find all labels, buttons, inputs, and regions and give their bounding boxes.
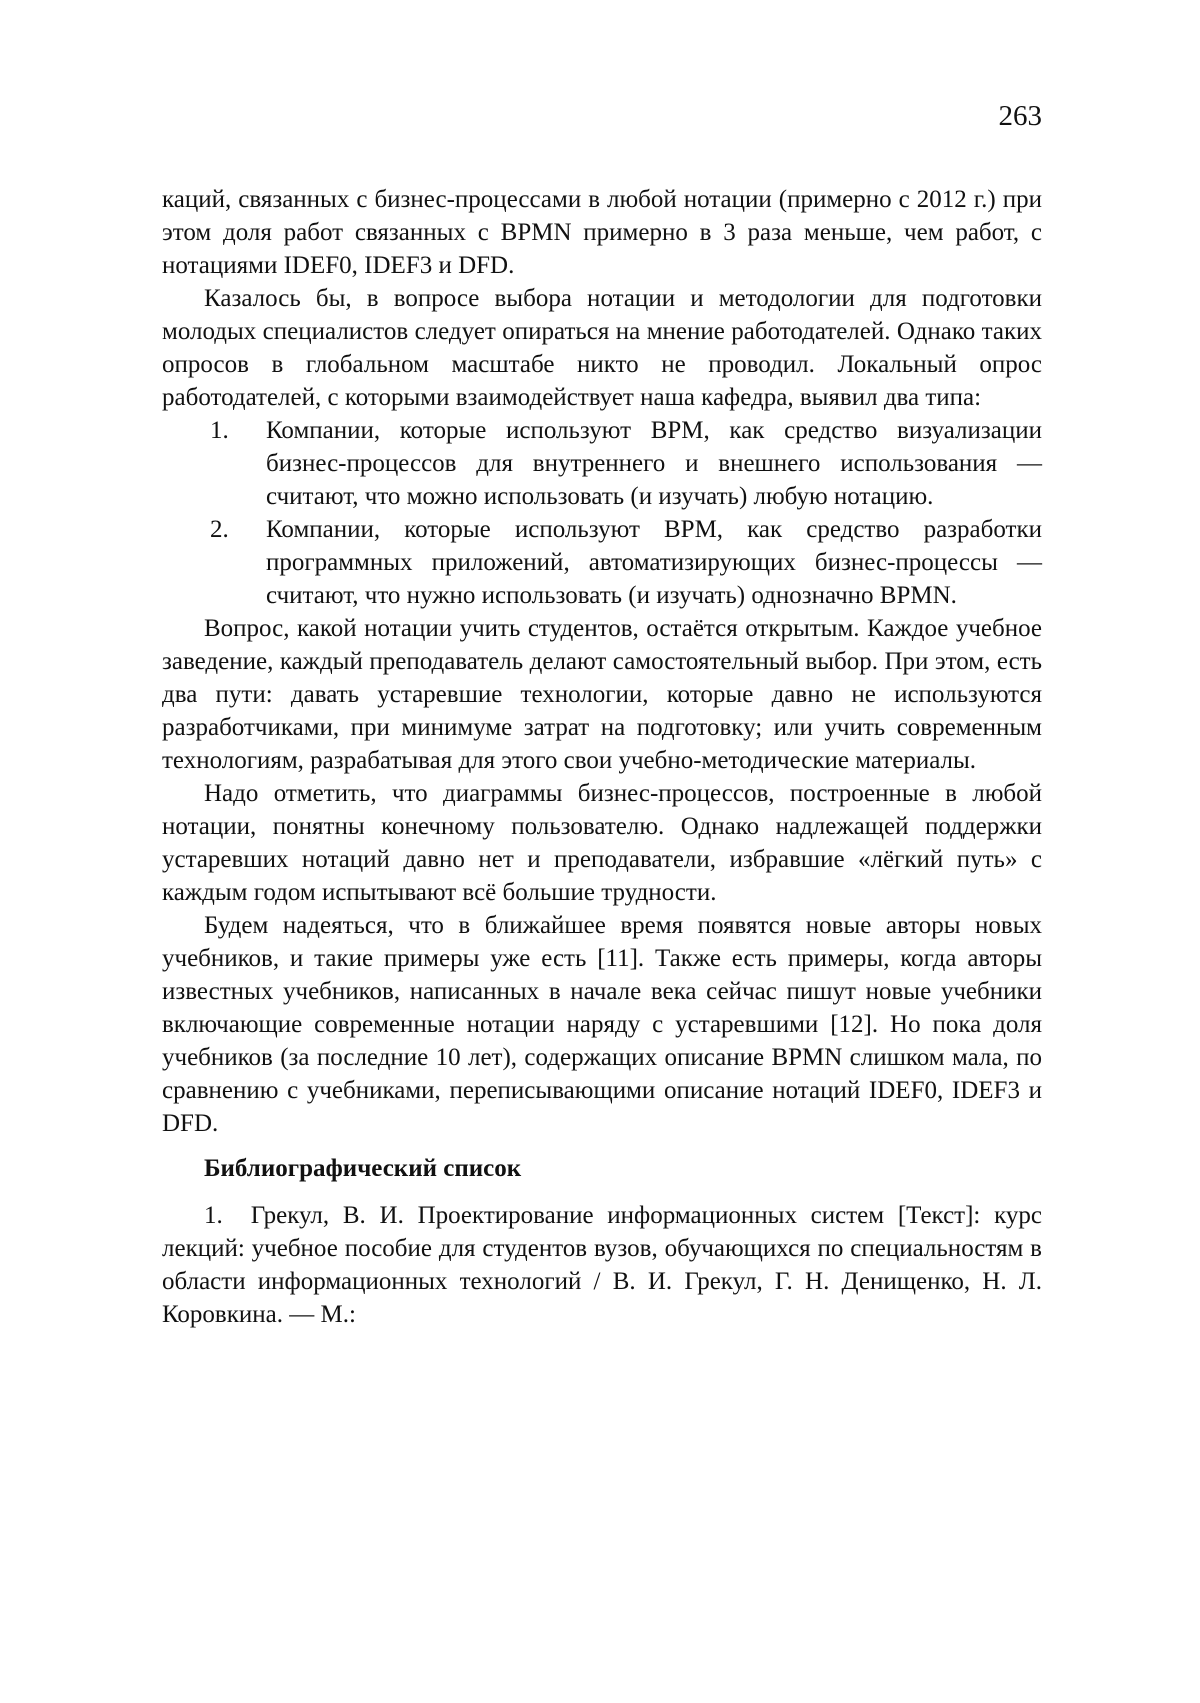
list-item: [162, 513, 1042, 612]
list-item-number: 2.: [210, 516, 229, 543]
paragraph-question: Вопрос, какой нотации учить студентов, остаётся открытым. Каждое учебное заведение, каждый преподаватель делают самостоятельный выбор. При этом, есть два пути: давать устаревшие технологии, которые давно не используются разработчиками, при минимуме затрат на подготовку; или учить современным технологиям, разрабатывая для этого свои учебно-методические материалы.: [162, 615, 1042, 774]
page-content: [162, 183, 1042, 1331]
page-number: 263: [998, 100, 1042, 132]
bibliography-heading: Библиографический список: [204, 1155, 522, 1182]
paragraph-hope: Будем надеяться, что в ближайшее время появятся новые авторы новых учебников, и такие примеры уже есть [11]. Также есть примеры, когда авторы известных учебников, написанных в начале века сейчас пишут новые учебники включающие современные нотации наряду с устаревшими [12]. Но пока доля учебников (за последние 10 лет), содержащих описание BPMN слишком мала, по сравнению с учебниками, переписывающими описание нотаций IDEF0, IDEF3 и DFD.: [162, 912, 1042, 1137]
bibliography-entry-number: 1.: [204, 1202, 223, 1229]
numbered-list: [162, 414, 1042, 612]
paragraph-continuation: каций, связанных с бизнес-процессами в любой нотации (примерно с 2012 г.) при этом доля работ связанных с BPMN примерно в 3 раза меньше, чем работ, с нотациями IDEF0, IDEF3 и DFD.: [162, 186, 1042, 279]
paragraph-note: Надо отметить, что диаграммы бизнес-процессов, построенные в любой нотации, понятны конечному пользователю. Однако надлежащей поддержки устаревших нотаций давно нет и преподаватели, избравшие «лёгкий путь» с каждым годом испытывают всё большие трудности.: [162, 780, 1042, 906]
paragraph-employers: Казалось бы, в вопросе выбора нотации и методологии для подготовки молодых специалистов следует опираться на мнение работодателей. Однако таких опросов в глобальном масштабе никто не проводил. Локальный опрос работодателей, с которыми взаимодействует наша кафедра, выявил два типа:: [162, 285, 1042, 411]
list-item-text: Компании, которые используют BPM, как средство визуализации бизнес-процессов для внутреннего и внешнего использования — считают, что можно использовать (и изучать) любую нотацию.: [266, 417, 1042, 510]
list-item-number: 1.: [210, 417, 229, 444]
bibliography-entry-text: Грекул, В. И. Проектирование информационных систем [Текст]: курс лекций: учебное пособие для студентов вузов, обучающихся по специальностям в области информационных технологий / В. И. Грекул, Г. Н. Денищенко, Н. Л. Коровкина. — М.:: [162, 1202, 1042, 1328]
list-item-text: Компании, которые используют BPM, как средство разработки программных приложений, автоматизирующих бизнес-процессы — считают, что нужно использовать (и изучать) однозначно BPMN.: [266, 516, 1042, 609]
bibliography-entry: [162, 1199, 1042, 1331]
list-item: [162, 414, 1042, 513]
